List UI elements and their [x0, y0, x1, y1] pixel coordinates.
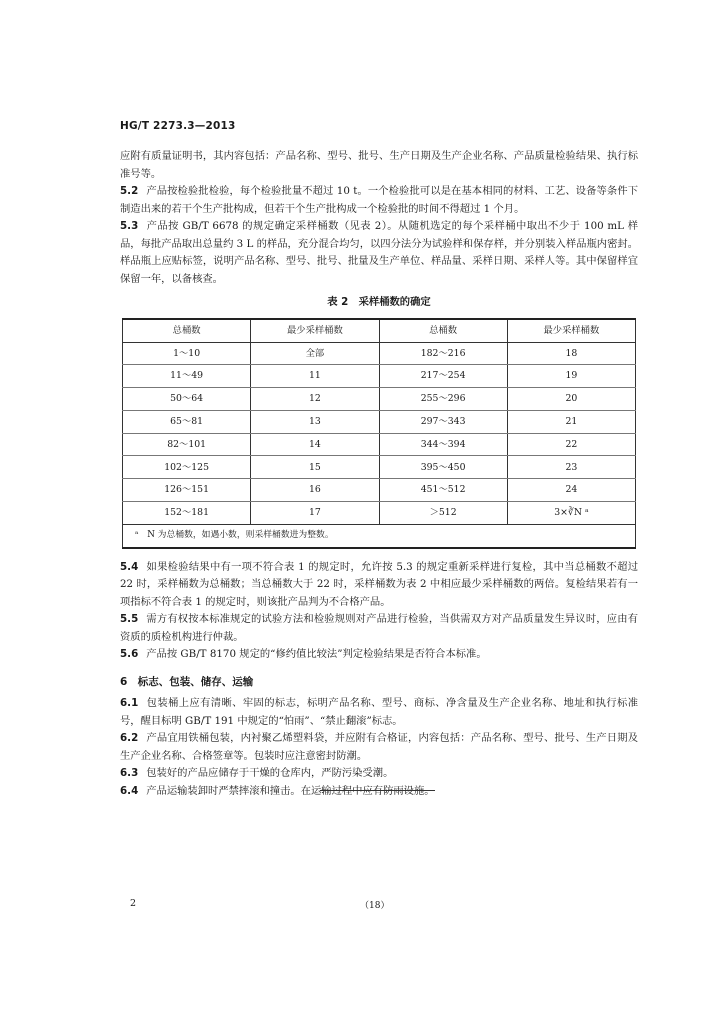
table-row	[123, 342, 636, 365]
paragraph-text: 应附有质量证明书，其内容包括：产品名称、型号、批号、生产日期及生产企业名称、产品质量检验结果、执行标准号等。	[120, 150, 638, 180]
clause-number: 6.2	[120, 732, 139, 745]
table-cell: 11～49	[123, 365, 251, 388]
paragraph-text: 产品运输装卸时严禁摔滚和撞击。在运输过程中应有防雨设施。	[146, 784, 435, 797]
table-cell: 65～81	[123, 410, 251, 433]
paragraph	[120, 783, 638, 801]
table-cell: 19	[507, 365, 635, 388]
table-cell: 3×∛N ᵃ	[507, 502, 635, 525]
table-cell: 24	[507, 479, 635, 502]
table-cell: 12	[251, 388, 379, 411]
table-cell: 23	[507, 456, 635, 479]
paragraph	[120, 183, 638, 218]
paragraph-text: 如果检验结果中有一项不符合表 1 的规定时，允许按 5.3 的规定重新采样进行复检，其中当总桶数不超过 22 时，采样桶数为总桶数；当总桶数大于 22 时，采样桶数为表 2 中相应最少采样桶数的两倍。复检结果若有一项指标不符合表 1 的规定时，则该批产品判为不合格产品。	[120, 560, 638, 608]
table-cell: 297～343	[379, 410, 507, 433]
header-min-samples-2: 最少采样桶数	[507, 319, 635, 343]
table-row	[123, 502, 636, 525]
paragraph	[120, 218, 638, 288]
table-cell: 21	[507, 410, 635, 433]
paragraph	[120, 646, 638, 664]
clause-number: 6.4	[120, 784, 139, 797]
table-cell: 全部	[251, 342, 379, 365]
end-rule	[320, 790, 435, 791]
clause-number: 5.3	[120, 220, 139, 232]
header-total-drums-1: 总桶数	[123, 319, 251, 343]
table-cell: 22	[507, 433, 635, 456]
table-cell: 344～394	[379, 433, 507, 456]
paragraph	[120, 148, 638, 183]
paragraph-text: 产品按 GB/T 6678 的规定确定采样桶数（见表 2）。从随机选定的每个采样桶中取出不少于 100 mL 样品，每批产品取出总量约 3 L 的样品，充分混合均匀，以四分法分为试验样和保存样，并分别装入样品瓶内密封。样品瓶上应贴标签，说明产品名称、型号、批号、批量及生产单位、样品量、采样日期、采样人等。其中保留样宜保留一年，以备核查。	[120, 220, 638, 285]
table-row	[123, 479, 636, 502]
table-cell: 14	[251, 433, 379, 456]
table-cell: ＞512	[379, 502, 507, 525]
table-cell: 18	[507, 342, 635, 365]
table-cell: 152～181	[123, 502, 251, 525]
table-row	[123, 456, 636, 479]
sampling-table	[122, 318, 636, 549]
table-cell: 451～512	[379, 479, 507, 502]
table-cell: 11	[251, 365, 379, 388]
table-row	[123, 365, 636, 388]
table-caption: 表 2 采样桶数的确定	[327, 296, 431, 308]
table-row	[123, 433, 636, 456]
paragraph	[120, 611, 638, 646]
standard-code-header: HG/T 2273.3—2013	[120, 120, 236, 132]
table-cell: 1～10	[123, 342, 251, 365]
table-cell: 13	[251, 410, 379, 433]
table-cell: 255～296	[379, 388, 507, 411]
table-cell: 16	[251, 479, 379, 502]
paragraphs-top	[120, 148, 638, 288]
section-6-title: 6 标志、包装、储存、运输	[120, 675, 254, 688]
clause-number: 5.2	[120, 185, 139, 197]
table-body	[123, 342, 636, 548]
header-min-samples-1: 最少采样桶数	[251, 319, 379, 343]
paragraph	[120, 559, 638, 612]
clause-number: 5.4	[120, 560, 139, 573]
clause-number: 5.6	[120, 648, 139, 661]
paragraph-text: 需方有权按本标准规定的试验方法和检验规则对产品进行检验，当供需双方对产品质量发生异议时，应由有资质的质检机构进行仲裁。	[120, 613, 638, 643]
header-total-drums-2: 总桶数	[379, 319, 507, 343]
document-body	[120, 148, 638, 800]
table-cell: 182～216	[379, 342, 507, 365]
page-number: 2	[130, 898, 137, 909]
paragraph-text: 包装桶上应有清晰、牢固的标志，标明产品名称、型号、商标、净含量及生产企业名称、地址和执行标准号，醒目标明 GB/T 191 中规定的“怕雨”、“禁止翻滚”标志。	[120, 697, 638, 727]
section-6-paragraphs	[120, 695, 638, 800]
paragraph	[120, 765, 638, 783]
paragraph	[120, 695, 638, 730]
table-row	[123, 388, 636, 411]
paragraph-text: 产品宜用铁桶包装，内衬聚乙烯塑料袋，并应附有合格证，内容包括：产品名称、型号、批号、生产日期及生产企业名称、合格签章等。包装时应注意密封防潮。	[120, 732, 638, 762]
table-cell: 20	[507, 388, 635, 411]
clause-number: 6.1	[120, 697, 139, 710]
table-cell: 50～64	[123, 388, 251, 411]
paragraph-text: 产品按检验批检验，每个检验批量不超过 10 t。一个检验批可以是在基本相同的材料、工艺、设备等条件下制造出来的若干个生产批构成，但若干个生产批构成一个检验批的时间不得超过 1 个月。	[120, 185, 638, 215]
clause-number: 5.5	[120, 613, 139, 626]
clause-number: 6.3	[120, 767, 139, 780]
paragraphs-bottom	[120, 559, 638, 664]
table-cell: 102～125	[123, 456, 251, 479]
table-cell: 15	[251, 456, 379, 479]
table-cell: 126～151	[123, 479, 251, 502]
table-row	[123, 410, 636, 433]
table-note-row	[123, 524, 636, 548]
table-header-row	[123, 319, 636, 343]
table-footnote: ᵃ N 为总桶数，如遇小数，则采样桶数进为整数。	[123, 524, 636, 548]
page-center-number: （18）	[360, 901, 390, 911]
table-cell: 82～101	[123, 433, 251, 456]
table-cell: 395～450	[379, 456, 507, 479]
table-cell: 17	[251, 502, 379, 525]
paragraph-text: 产品按 GB/T 8170 规定的“修约值比较法”判定检验结果是否符合本标准。	[146, 648, 487, 661]
paragraph-text: 包装好的产品应储存于干燥的仓库内，严防污染受潮。	[146, 767, 394, 780]
paragraph	[120, 730, 638, 765]
table-cell: 217～254	[379, 365, 507, 388]
